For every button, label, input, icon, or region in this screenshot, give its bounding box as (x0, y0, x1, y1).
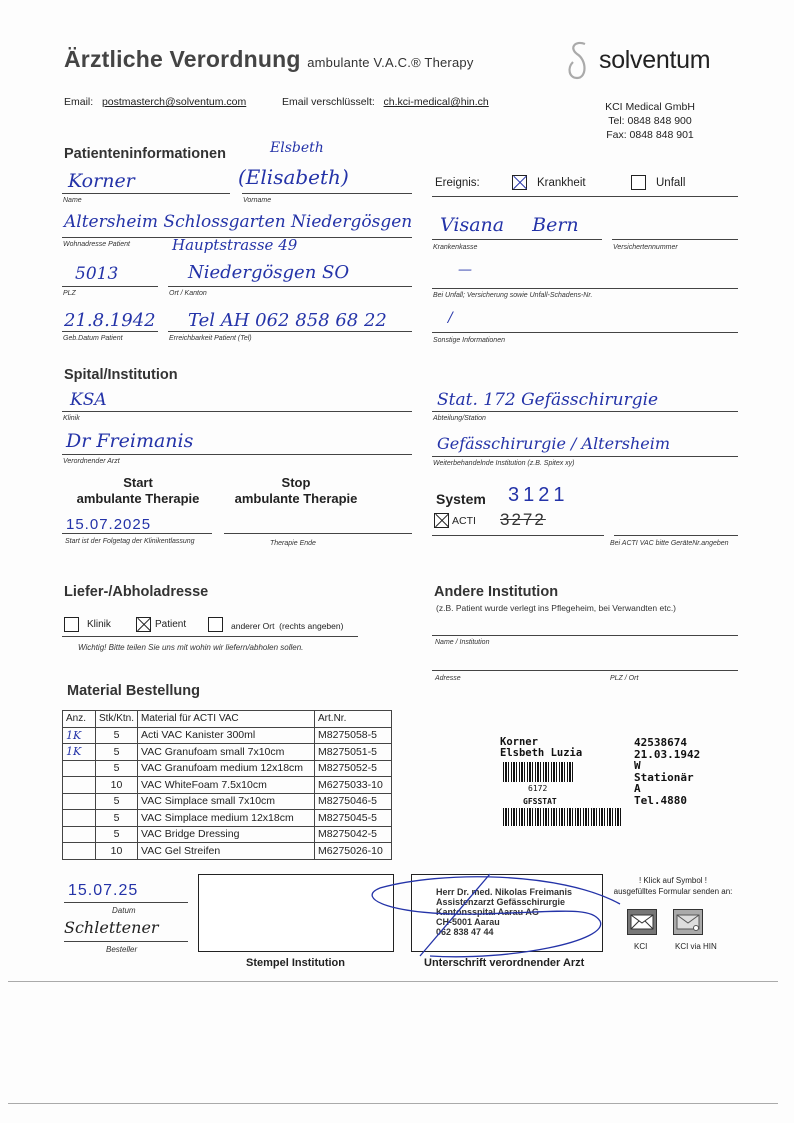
krankheit-label: Krankheit (537, 177, 586, 189)
material-row (63, 843, 392, 860)
start-label: Start ist der Folgetag der Klinikentlassung (65, 538, 195, 545)
sticker-status: Stationär (634, 770, 694, 784)
vorname-label: Vorname (243, 197, 272, 204)
system-struck-value: 3272 (500, 510, 546, 529)
sticker-right (634, 737, 700, 806)
email-label: Email: (64, 96, 94, 108)
sticker-firstname: Elsbeth Luzia (500, 747, 583, 759)
material-row (63, 793, 392, 810)
name-label: Name (63, 197, 82, 204)
doctor-stamp-line-1: Herr Dr. med. Nikolas Freimanis (436, 887, 573, 897)
material-artnr-cell: M8275046-5 (315, 793, 392, 810)
stamp-institution-label: Stempel Institution (246, 957, 345, 969)
stop-heading-1: Stop (281, 475, 311, 490)
event-label: Ereignis: (435, 177, 480, 189)
email-encrypted-row (282, 96, 489, 108)
sticker-tel: Tel.4880 (634, 793, 687, 807)
krankenkasse-line (432, 239, 602, 240)
name-value[interactable]: Korner (68, 170, 135, 192)
title-main: Ärztliche Verordnung (64, 46, 301, 72)
unfall-value[interactable]: — (458, 262, 472, 278)
weiter-label: Weiterbehandelnde Institution (z.B. Spitex xy) (433, 460, 575, 467)
doctor-signature-label: Unterschrift verordnender Arzt (424, 957, 585, 969)
delivery-other-checkbox[interactable] (208, 617, 223, 632)
address-value-line2[interactable]: Hauptstrasse 49 (172, 236, 298, 254)
send-hint-2: ausgefülltes Formular senden an: (613, 887, 733, 896)
material-artnr-cell: M8275052-5 (315, 760, 392, 777)
doctor-stamp-line-3: Kantonsspital Aarau AG (436, 907, 539, 917)
stop-heading (222, 475, 370, 507)
vorname-value[interactable]: (Elisabeth) (238, 165, 349, 189)
stop-line (224, 533, 412, 534)
material-artnr-cell: M8275058-5 (315, 727, 392, 744)
material-anz-cell[interactable] (63, 810, 96, 827)
company-tel: Tel: 0848 848 900 (608, 115, 692, 127)
institution-section-title: Spital/Institution (64, 367, 178, 383)
doctor-stamp-line-2: Assistenzarzt Gefässchirurgie (436, 897, 566, 907)
email-row (64, 96, 246, 108)
material-artnr-cell: M6275033-10 (315, 777, 392, 794)
sticker-barcode-2 (503, 808, 621, 826)
material-row (63, 727, 392, 744)
abteilung-line (432, 411, 738, 412)
material-stk-cell: 5 (96, 826, 138, 843)
material-stk-cell: 5 (96, 727, 138, 744)
patient-section-title: Patienteninformationen (64, 146, 226, 162)
event-line (432, 196, 738, 197)
other-name-line (432, 635, 738, 636)
material-stk-cell: 5 (96, 793, 138, 810)
tel-label: Erreichbarkeit Patient (Tel) (169, 335, 252, 342)
vorname-correction: Elsbeth (270, 140, 324, 156)
sticker-sex: W (634, 759, 641, 772)
device-label: Bei ACTI VAC bitte GeräteNr.angeben (610, 540, 729, 547)
delivery-other-label: anderer Ort (rechts angeben) (231, 621, 344, 631)
system-value[interactable]: 3121 (508, 484, 569, 506)
sticker-ward: GFSSTAT (523, 797, 557, 806)
other-institution-title: Andere Institution (434, 584, 559, 600)
solventum-logo-icon (565, 40, 595, 82)
tel-value[interactable]: Tel AH 062 858 68 22 (188, 310, 387, 331)
kci-mail-icon[interactable] (627, 909, 657, 935)
email-encrypted-label: Email verschlüsselt: (282, 96, 375, 108)
other-address-line (432, 670, 738, 671)
material-anz-cell[interactable]: 1K (63, 727, 96, 744)
delivery-section-title: Liefer-/Abholadresse (64, 584, 209, 600)
arzt-line (62, 454, 412, 455)
material-name-cell: VAC Simplace medium 12x18cm (138, 810, 315, 827)
delivery-patient-label: Patient (155, 619, 187, 630)
date-label: Datum (112, 906, 136, 915)
material-anz-cell[interactable] (63, 793, 96, 810)
start-heading-2: ambulante Therapie (76, 491, 200, 506)
birthdate-label: Geb.Datum Patient (63, 335, 123, 342)
unfall-label: Unfall (656, 177, 686, 189)
sonstige-value[interactable]: / (448, 310, 453, 326)
acti-label: ACTI (452, 515, 476, 527)
col-anz: Anz. (63, 711, 96, 728)
name-line (62, 193, 230, 194)
kci-hin-mail-icon[interactable] (673, 909, 703, 935)
material-artnr-cell: M8275042-5 (315, 826, 392, 843)
footer-divider-bottom (8, 1103, 778, 1104)
email-link[interactable]: postmasterch@solventum.com (101, 96, 247, 108)
abteilung-value[interactable]: Stat. 172 Gefässchirurgie (437, 390, 659, 410)
ort-line (168, 286, 412, 287)
krankheit-checkbox[interactable] (512, 175, 527, 190)
address-value[interactable]: Altersheim Schlossgarten Niedergösgen (64, 212, 413, 232)
material-anz-cell[interactable] (63, 843, 96, 860)
sticker-barcode-1 (503, 762, 575, 782)
date-value[interactable]: 15.07.25 (68, 882, 139, 899)
material-anz-cell[interactable] (63, 777, 96, 794)
versichertennummer-line (612, 239, 738, 240)
sticker-number: 6172 (528, 784, 548, 793)
klinik-line (62, 411, 412, 412)
unfall-info-label: Bei Unfall; Versicherung sowie Unfall-Schadens-Nr. (433, 292, 593, 299)
material-artnr-cell: M8275045-5 (315, 810, 392, 827)
address-label: Wohnadresse Patient (63, 241, 130, 248)
besteller-value[interactable]: Schlettener (64, 918, 159, 937)
versichertennummer-label: Versichertennummer (613, 244, 678, 251)
material-row (63, 760, 392, 777)
birthdate-line (62, 331, 158, 332)
col-stk: Stk/Ktn. (96, 711, 138, 728)
plz-line (62, 286, 158, 287)
arzt-value[interactable]: Dr Freimanis (66, 430, 194, 452)
birthdate-value[interactable]: 21.8.1942 (64, 310, 156, 331)
sticker-surname: Korner (500, 736, 538, 748)
delivery-klinik-checkbox[interactable] (64, 617, 79, 632)
col-material: Material für ACTI VAC (138, 711, 315, 728)
acti-checkbox[interactable] (434, 513, 449, 528)
unfall-line (432, 288, 738, 289)
start-line (62, 533, 212, 534)
sticker-dob: 21.03.1942 (634, 747, 701, 761)
material-artnr-cell: M8275051-5 (315, 744, 392, 761)
logo-text: solventum (599, 46, 711, 74)
company-fax: Fax: 0848 848 901 (606, 129, 694, 141)
ort-value[interactable]: Niedergösgen SO (188, 262, 350, 283)
date-line (64, 902, 188, 903)
system-line (432, 535, 604, 536)
send-hint (608, 875, 738, 897)
material-row (63, 826, 392, 843)
material-name-cell: VAC Granufoam small 7x10cm (138, 744, 315, 761)
start-value[interactable]: 15.07.2025 (66, 516, 152, 533)
other-name-label: Name / Institution (435, 639, 490, 646)
sticker-id: 42538674 (634, 736, 687, 749)
other-institution-subtitle: (z.B. Patient wurde verlegt ins Pflegeheim, bei Verwandten etc.) (436, 603, 677, 613)
sticker-class: A (634, 782, 641, 795)
form-title (64, 46, 474, 73)
material-stk-cell: 10 (96, 777, 138, 794)
material-row (63, 810, 392, 827)
material-name-cell: VAC WhiteFoam 7.5x10cm (138, 777, 315, 794)
start-heading (62, 475, 214, 507)
material-section-title: Material Bestellung (67, 683, 200, 699)
material-row (63, 777, 392, 794)
stop-label: Therapie Ende (270, 540, 316, 547)
material-name-cell: VAC Simplace small 7x10cm (138, 793, 315, 810)
material-stk-cell: 5 (96, 810, 138, 827)
material-name-cell: VAC Gel Streifen (138, 843, 315, 860)
material-anz-cell[interactable] (63, 760, 96, 777)
kci-label: KCI (634, 942, 648, 951)
stop-heading-2: ambulante Therapie (234, 491, 358, 506)
plz-value[interactable]: 5013 (75, 264, 119, 284)
krankenkasse-label: Krankenkasse (433, 244, 478, 251)
besteller-line (64, 941, 188, 942)
col-artnr: Art.Nr. (315, 711, 392, 728)
material-table (62, 710, 392, 860)
plz-label: PLZ (63, 290, 76, 297)
sonstige-line (432, 332, 738, 333)
material-stk-cell: 5 (96, 760, 138, 777)
delivery-note: Wichtig! Bitte teilen Sie uns mit wohin wir liefern/abholen sollen. (78, 643, 304, 652)
tel-line (168, 331, 412, 332)
krankenkasse-value[interactable]: Visana Bern (440, 214, 579, 236)
start-heading-1: Start (123, 475, 153, 490)
material-anz-cell[interactable] (63, 826, 96, 843)
unfall-checkbox[interactable] (631, 175, 646, 190)
system-label: System (436, 491, 486, 507)
send-hint-1: ! Klick auf Symbol ! (638, 876, 708, 885)
other-plz-label: PLZ / Ort (610, 675, 639, 682)
footer-divider-top (8, 981, 778, 982)
klinik-value[interactable]: KSA (70, 390, 107, 410)
material-name-cell: Acti VAC Kanister 300ml (138, 727, 315, 744)
device-line (614, 535, 738, 536)
material-name-cell: VAC Granufoam medium 12x18cm (138, 760, 315, 777)
material-anz-cell[interactable]: 1K (63, 744, 96, 761)
material-row (63, 744, 392, 761)
material-name-cell: VAC Bridge Dressing (138, 826, 315, 843)
abteilung-label: Abteilung/Station (433, 415, 486, 422)
material-artnr-cell: M6275026-10 (315, 843, 392, 860)
klinik-label: Klinik (63, 415, 80, 422)
weiter-line (432, 456, 738, 457)
delivery-line (62, 636, 358, 637)
ort-label: Ort / Kanton (169, 290, 207, 297)
sticker-left (500, 737, 582, 759)
other-address-label: Adresse (435, 675, 461, 682)
delivery-patient-checkbox[interactable] (136, 617, 151, 632)
arzt-label: Verordnender Arzt (63, 458, 120, 465)
material-header-row (63, 711, 392, 728)
kci-hin-label: KCI via HIN (675, 942, 717, 951)
doctor-stamp-line-4: CH-5001 Aarau (436, 917, 500, 927)
doctor-stamp-line-5: 062 838 47 44 (436, 927, 494, 937)
material-stk-cell: 5 (96, 744, 138, 761)
company-info (595, 100, 705, 142)
vorname-line (242, 193, 412, 194)
delivery-klinik-label: Klinik (87, 619, 111, 630)
company-name: KCI Medical GmbH (605, 101, 695, 113)
email-encrypted-link[interactable]: ch.kci-medical@hin.ch (383, 96, 489, 108)
besteller-label: Besteller (106, 945, 138, 954)
material-stk-cell: 10 (96, 843, 138, 860)
sonstige-label: Sonstige Informationen (433, 337, 505, 344)
weiter-value[interactable]: Gefässchirurgie / Altersheim (437, 434, 670, 453)
title-subtitle: ambulante V.A.C.® Therapy (307, 55, 474, 70)
